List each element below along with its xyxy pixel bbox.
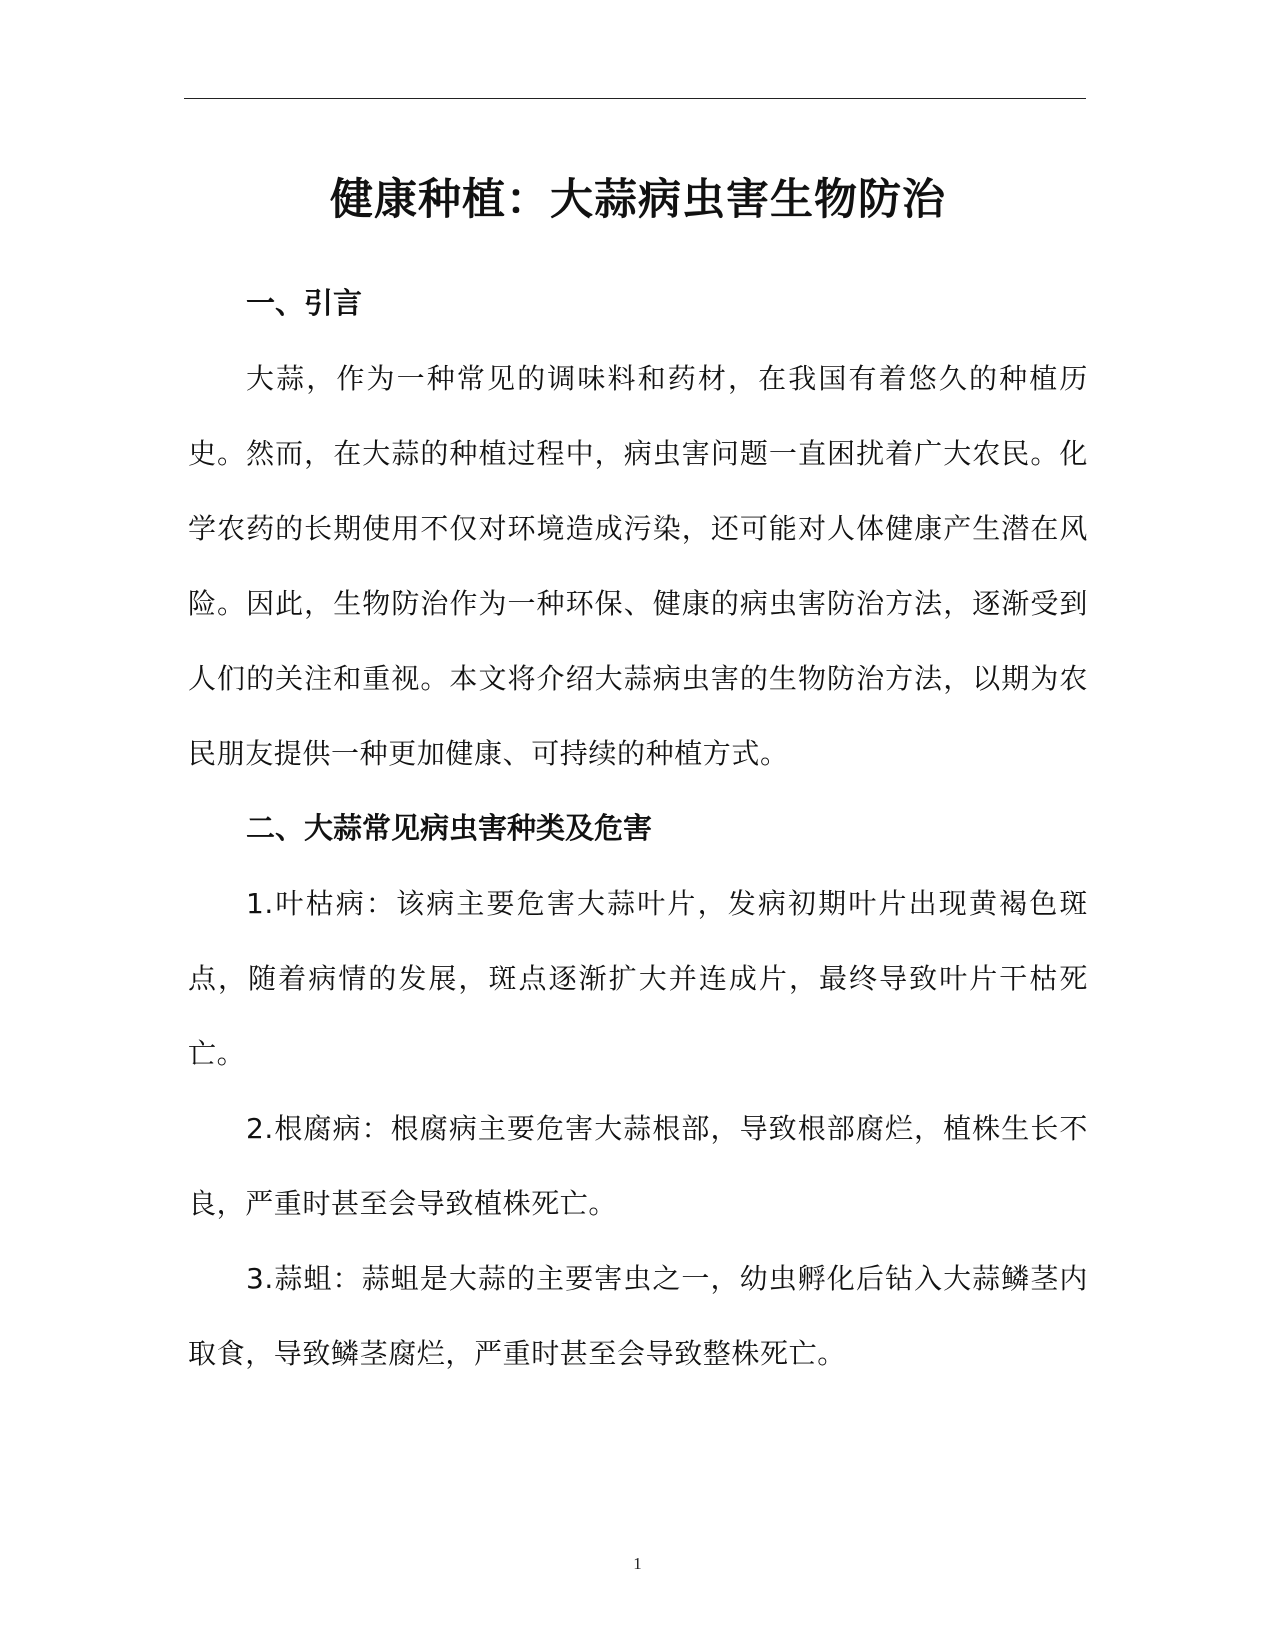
document-body bbox=[188, 164, 1088, 1391]
header-rule bbox=[184, 98, 1086, 99]
intro-paragraph: 大蒜，作为一种常见的调味料和药材，在我国有着悠久的种植历史。然而，在大蒜的种植过程中，病虫害问题一直困扰着广大农民。化学农药的长期使用不仅对环境造成污染，还可能对人体健康产生潜在风险。因此，生物防治作为一种环保、健康的病虫害防治方法，逐渐受到人们的关注和重视。本文将介绍大蒜病虫害的生物防治方法，以期为农民朋友提供一种更加健康、可持续的种植方式。 bbox=[188, 362, 1088, 770]
pest-item-leaf-blight: 1.叶枯病：该病主要危害大蒜叶片，发病初期叶片出现黄褐色斑点，随着病情的发展，斑点逐渐扩大并连成片，最终导致叶片干枯死亡。 bbox=[188, 887, 1088, 1070]
section-heading-introduction: 一、引言 bbox=[246, 286, 363, 320]
pest-item-root-rot: 2.根腐病：根腐病主要危害大蒜根部，导致根部腐烂，植株生长不良，严重时甚至会导致植株死亡。 bbox=[188, 1112, 1088, 1220]
document-title: 健康种植：大蒜病虫害生物防治 bbox=[330, 175, 946, 225]
pest-item-garlic-maggot: 3.蒜蛆：蒜蛆是大蒜的主要害虫之一，幼虫孵化后钻入大蒜鳞茎内取食，导致鳞茎腐烂，严重时甚至会导致整株死亡。 bbox=[188, 1262, 1088, 1370]
page-number: 1 bbox=[633, 1554, 642, 1573]
section-heading-pests: 二、大蒜常见病虫害种类及危害 bbox=[246, 811, 653, 845]
